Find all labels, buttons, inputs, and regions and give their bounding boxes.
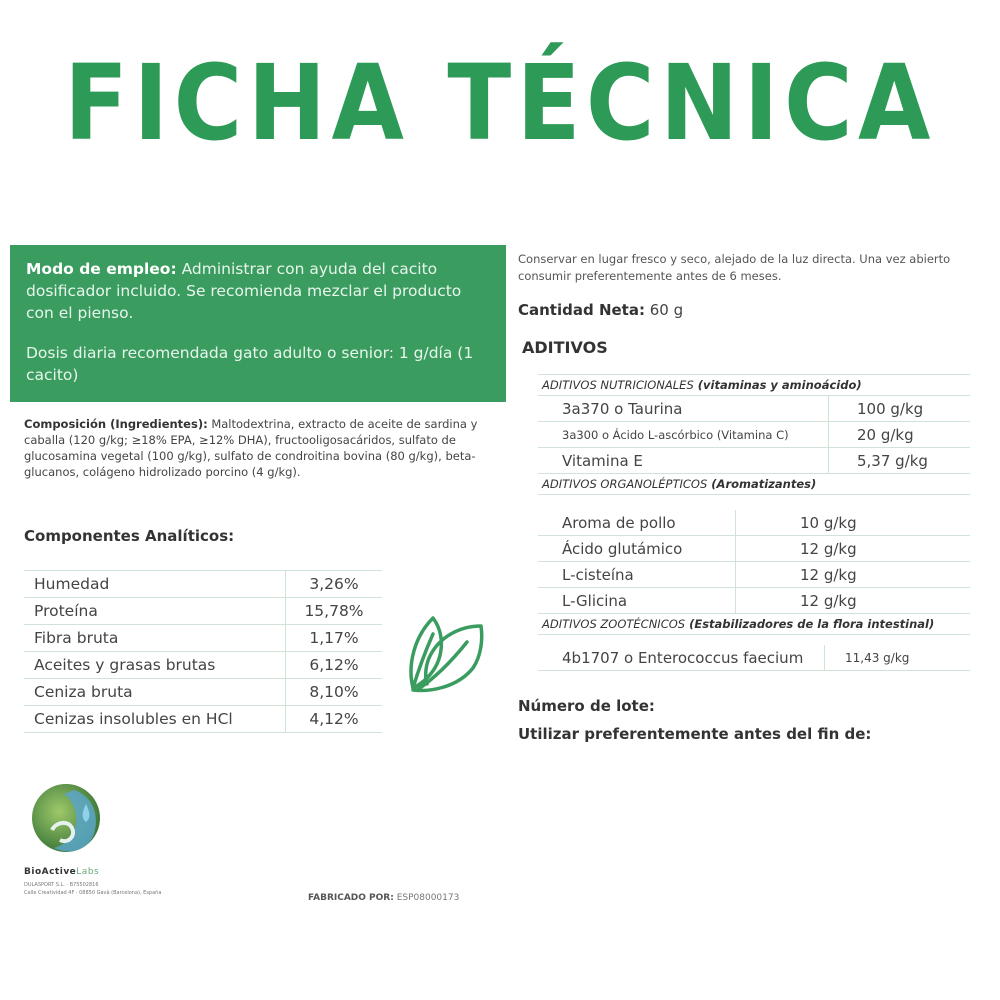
storage-text: Conservar en lugar fresco y seco, alejado de la luz directa. Una vez abierto consumir preferentemente antes de 6 meses.: [518, 252, 951, 283]
net-quantity: Cantidad Neta: 60 g: [518, 301, 684, 319]
table-row: Aroma de pollo 10 g/kg: [538, 510, 970, 536]
manufacturer: FABRICADO POR: ESP08000173: [308, 893, 460, 903]
organoleptic-table: [538, 510, 970, 635]
table-row: Vitamina E 5,37 g/kg: [538, 448, 970, 474]
table-row: Proteína 15,78%: [24, 598, 382, 625]
table-row: Ácido glutámico 12 g/kg: [538, 536, 970, 562]
table-row: Cenizas insolubles en HCl 4,12%: [24, 706, 382, 733]
brand-name: BioActiveLabs: [24, 867, 100, 877]
table-row: 3a370 o Taurina 100 g/kg: [538, 396, 970, 422]
additives-heading: ADITIVOS: [522, 338, 608, 357]
usage-text: Modo de empleo: Administrar con ayuda del cacito dosificador incluido. Se recomienda mezclar el producto con el pienso.: [26, 260, 462, 322]
address-line: Calle Creatividad 4F · 08850 Gavà (Barcelona), España: [24, 890, 162, 896]
analytic-table: [24, 570, 382, 733]
page-title: FICHA TÉCNICA: [64, 42, 936, 164]
best-before-label: Utilizar preferentemente antes del fin de:: [518, 725, 872, 743]
zootechnical-table: [538, 645, 970, 671]
usage-panel: [10, 245, 506, 402]
section-title: ADITIVOS NUTRICIONALES (vitaminas y aminoácido): [538, 375, 970, 396]
leaf-icon: [405, 612, 485, 696]
lot-number-label: Número de lote:: [518, 697, 655, 715]
usage-label: Modo de empleo:: [26, 260, 177, 278]
section-title: ADITIVOS ZOOTÉCNICOS (Estabilizadores de la flora intestinal): [538, 614, 970, 635]
composition-text: Composición (Ingredientes): Maltodextrina, extracto de aceite de sardina y caballa (120 g/kg; ≥18% EPA, ≥12% DHA), fructooligosacáridos, sulfato de glucosamina vegetal (100 g/kg), sulfato de condroitina bovina (80 g/kg), beta-glucanos, colágeno hidrolizado porcino (4 g/kg).: [24, 417, 478, 479]
table-row: Ceniza bruta 8,10%: [24, 679, 382, 706]
table-row: Fibra bruta 1,17%: [24, 625, 382, 652]
nutritional-table: [538, 374, 970, 495]
company-line: DULASPORT S.L. · B75502816: [24, 882, 99, 888]
table-row: 4b1707 o Enterococcus faecium 11,43 g/kg: [538, 645, 970, 671]
section-title: ADITIVOS ORGANOLÉPTICOS (Aromatizantes): [538, 474, 970, 495]
table-row: L-cisteína 12 g/kg: [538, 562, 970, 588]
dose-text: Dosis diaria recomendada gato adulto o senior: 1 g/día (1 cacito): [26, 344, 474, 384]
table-row: Humedad 3,26%: [24, 571, 382, 598]
table-row: Aceites y grasas brutas 6,12%: [24, 652, 382, 679]
analytic-heading: Componentes Analíticos:: [24, 527, 235, 545]
table-row: L-Glicina 12 g/kg: [538, 588, 970, 614]
table-row: 3a300 o Ácido L-ascórbico (Vitamina C) 20 g/kg: [538, 422, 970, 448]
